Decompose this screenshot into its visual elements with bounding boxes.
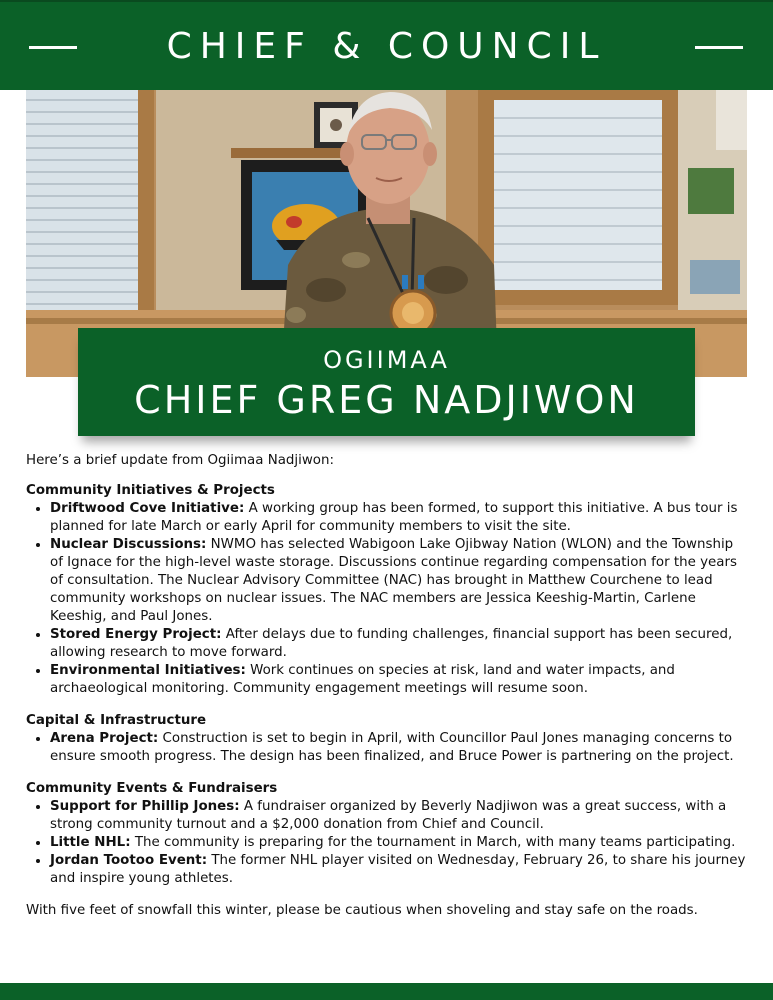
item-text: Work continues on species at risk, land and water impacts, and archaeological monitoring. Community engagement meetings will resume soon. — [50, 663, 675, 696]
list-item — [50, 730, 750, 766]
item-text: NWMO has selected Wabigoon Lake Ojibway Nation (WLON) and the Township of Ignace for the high-level waste storage. Discussions continue regarding compensation for the years of consultation. The Nuclear Advisory Committee (NAC) has brought in Matthew Courchene to lead community workshops on nuclear issues. The NAC members are Jessica Keeshig-Martin, Carlene Keeshig, and Paul Jones. — [50, 537, 737, 624]
bullet-list — [26, 730, 750, 766]
closing-text: With five feet of snowfall this winter, please be cautious when shoveling and stay safe on the roads. — [26, 903, 698, 918]
item-label: Jordan Tootoo Event: — [50, 853, 208, 868]
banner-subtitle: OGIIMAA — [323, 346, 450, 374]
item-text: The former NHL player visited on Wednesday, February 26, to share his journey and inspire young athletes. — [50, 853, 746, 886]
section-title: Community Events & Fundraisers — [26, 781, 278, 796]
section-title: Community Initiatives & Projects — [26, 483, 275, 498]
item-text: A fundraiser organized by Beverly Nadjiwon was a great success, with a strong community turnout and a $2,000 donation from Chief and Council. — [50, 799, 727, 832]
item-label: Nuclear Discussions: — [50, 537, 207, 552]
page-footer-bar — [0, 983, 773, 1000]
bullet-list — [26, 500, 750, 698]
list-item — [50, 834, 750, 852]
list-item — [50, 626, 750, 662]
item-text: After delays due to funding challenges, financial support has been secured, allowing research to move forward. — [50, 627, 733, 660]
item-label: Support for Phillip Jones: — [50, 799, 240, 814]
bullet-list — [26, 798, 750, 888]
item-label: Stored Energy Project: — [50, 627, 222, 642]
item-label: Little NHL: — [50, 835, 131, 850]
item-label: Arena Project: — [50, 731, 159, 746]
update-content — [26, 452, 750, 920]
item-text: Construction is set to begin in April, with Councillor Paul Jones managing concerns to ensure smooth progress. The design has been finalized, and Bruce Power is partnering on the project. — [50, 731, 734, 764]
list-item — [50, 662, 750, 698]
item-label: Driftwood Cove Initiative: — [50, 501, 245, 516]
page-header — [0, 0, 773, 90]
list-item — [50, 500, 750, 536]
item-text: The community is preparing for the tournament in March, with many teams participating. — [130, 835, 736, 850]
list-item — [50, 852, 750, 888]
header-rule-right — [695, 46, 743, 49]
list-item — [50, 536, 750, 626]
item-text: A working group has been formed, to support this initiative. A bus tour is planned for late March or early April for community members to visit the site. — [50, 501, 738, 534]
intro-text: Here’s a brief update from Ogiimaa Nadjiwon: — [26, 453, 334, 468]
chief-name-banner — [78, 328, 695, 436]
section-title: Capital & Infrastructure — [26, 713, 207, 728]
page-title: CHIEF & COUNCIL — [166, 26, 607, 67]
item-label: Environmental Initiatives: — [50, 663, 246, 678]
list-item — [50, 798, 750, 834]
chief-name: CHIEF GREG NADJIWON — [134, 378, 639, 422]
